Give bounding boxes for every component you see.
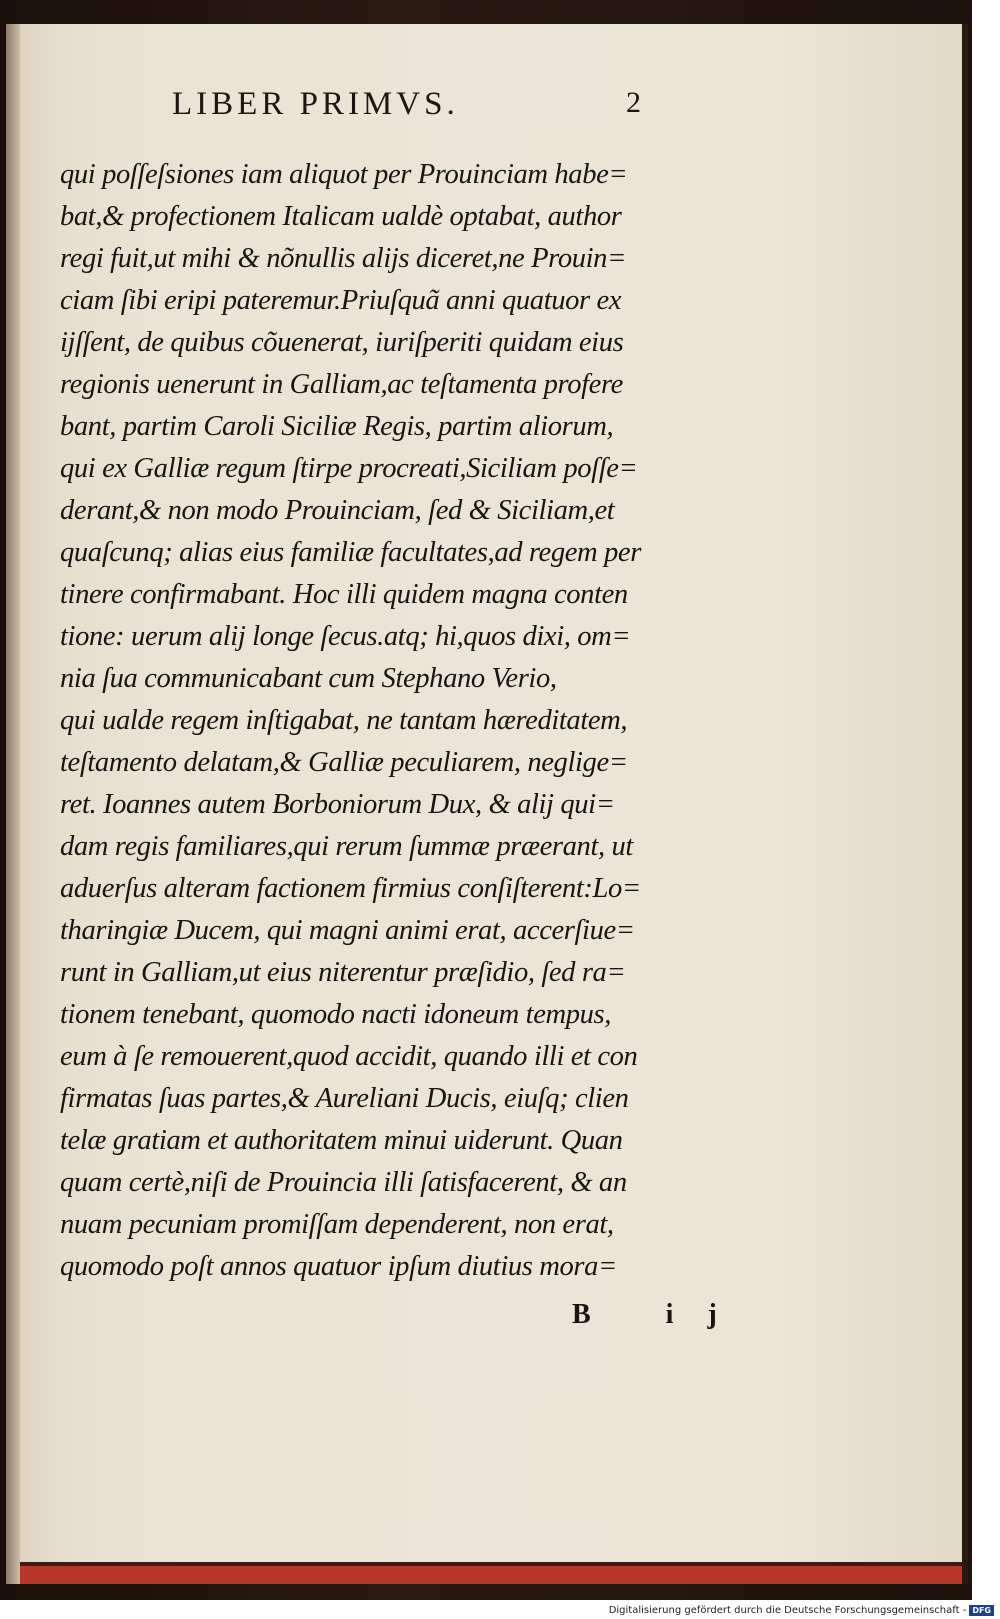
text-line: aduerſus alteram factionem firmius conſiſterent:Lo= [60,873,641,904]
signature-mark: B ij [572,1299,751,1330]
text-line: teſtamento delatam,& Galliæ peculiarem, neglige= [60,747,628,778]
text-line: tharingiæ Ducem, qui magni animi erat, accerſiue= [60,915,635,946]
text-line: firmatas ſuas partes,& Aureliani Ducis, eiuſq; clien [60,1083,629,1114]
dfg-logo: DFG [969,1605,994,1616]
text-line: runt in Galliam,ut eius niterentur præſidio, ſed ra= [60,957,626,988]
text-line: regionis uenerunt in Galliam,ac teſtamenta profere [60,369,623,400]
text-line: qui ualde regem inſtigabat, ne tantam hæreditatem, [60,705,628,736]
text-line: ciam ſibi eripi pateremur.Priuſquã anni quatuor ex [60,285,622,316]
text-line: qui poſſeſsiones iam aliquot per Prouinciam habe= [60,159,628,190]
body-text [60,154,700,1288]
text-line: tionem tenebant, quomodo nacti idoneum tempus, [60,999,612,1030]
text-line: ijſſent, de quibus cõuenerat, iuriſperiti quidam eius [60,327,624,358]
page-number: 2 [626,86,641,119]
text-line: tinere confirmabant. Hoc illi quidem magna conten [60,579,628,610]
text-line: derant,& non modo Prouinciam, ſed & Siciliam,et [60,495,615,526]
book-page [6,24,968,1584]
text-line: regi fuit,ut mihi & nõnullis alijs diceret,ne Prouin= [60,243,626,274]
text-line: quam certè,niſi de Prouincia illi ſatisfacerent, & an [60,1167,627,1198]
text-line: bant, partim Caroli Siciliæ Regis, partim aliorum, [60,411,614,442]
page-gutter [6,24,20,1584]
running-head: LIBER PRIMVS. [172,86,459,122]
text-line: ret. Ioannes autem Borboniorum Dux, & alij qui= [60,789,615,820]
text-line: eum à ſe remouerent,quod accidit, quando illi et con [60,1041,638,1072]
text-line: tione: uerum alij longe ſecus.atq; hi,quos dixi, om= [60,621,631,652]
text-line: dam regis familiares,qui rerum ſummæ præerant, ut [60,831,633,862]
text-line: telæ gratiam et authoritatem minui uiderunt. Quan [60,1125,623,1156]
credit-text: Digitalisierung gefördert durch die Deutsche Forschungsgemeinschaft - [608,1605,967,1616]
text-line: qui ex Galliæ regum ſtirpe procreati,Siciliam poſſe= [60,453,638,484]
text-line: quaſcunq; alias eius familiæ facultates,ad regem per [60,537,641,568]
text-line: quomodo poſt annos quatuor ipſum diutius mora= [60,1251,617,1282]
digitization-credit [609,1605,994,1616]
text-line: bat,& profectionem Italicam ualdè optabat, author [60,201,622,232]
text-line: nia ſua communicabant cum Stephano Verio, [60,663,557,694]
text-line: nuam pecuniam promiſſam dependerent, non erat, [60,1209,614,1240]
